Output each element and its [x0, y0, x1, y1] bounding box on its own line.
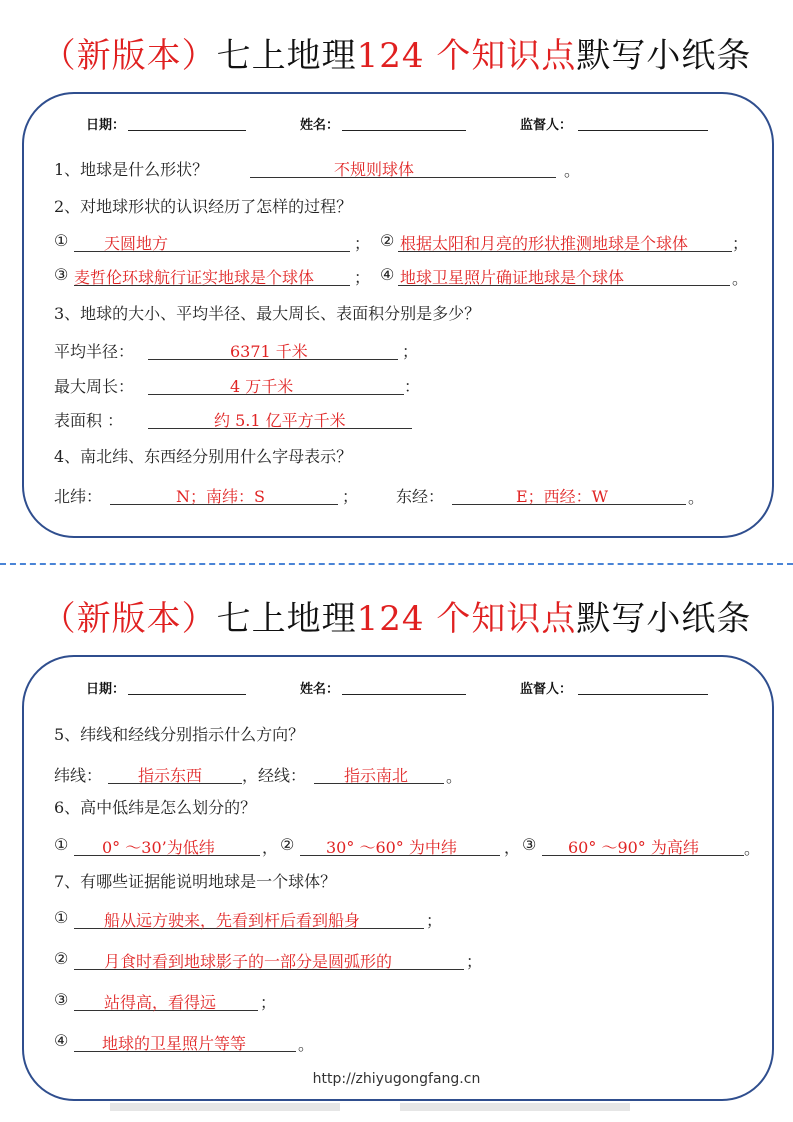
- title-kind-2: 默写小纸条: [576, 599, 752, 639]
- question-5: 5、纬线和经线分别指示什么方向？: [54, 725, 305, 744]
- q1-answer: 不规则球体: [334, 160, 415, 179]
- worksheet-card-2: [22, 655, 774, 1101]
- cut-line: [0, 563, 793, 565]
- q5-answer-2: 指示南北: [344, 766, 409, 785]
- q5-label-2: ，经线：: [242, 766, 307, 785]
- question-7: 7、有哪些证据能说明地球是一个球体？: [54, 872, 337, 891]
- q5-end: 。: [446, 767, 463, 786]
- q6-sep-3: 。: [744, 839, 761, 858]
- date-label-2: 日期：: [86, 682, 126, 697]
- q3-answer-3: 约 5.1 亿平方千米: [214, 411, 346, 430]
- name-label-2: 姓名：: [300, 682, 340, 697]
- worksheet-title: [0, 34, 793, 78]
- q2-sep-1: ；: [354, 234, 371, 253]
- title-edition: （新版本）: [41, 36, 217, 76]
- supervisor-label-2: 监督人：: [520, 682, 573, 697]
- date-field-2[interactable]: [128, 676, 246, 695]
- q2-answer-2: 根据太阳和月亮的形状推测地球是个球体: [400, 234, 689, 253]
- title-subject-2: 七上地理: [216, 599, 357, 639]
- q2-answer-4: 地球卫星照片确证地球是个球体: [400, 268, 625, 287]
- q7-sep-3: ；: [260, 993, 277, 1012]
- faint-line-left: [110, 1103, 340, 1111]
- q4-answer-1: N；南纬：S: [176, 487, 265, 506]
- q3-sep-1: ；: [402, 342, 419, 361]
- q6-marker-3: ③: [522, 835, 537, 854]
- q1-end: 。: [564, 161, 581, 180]
- supervisor-field[interactable]: [578, 112, 708, 131]
- name-label: 姓名：: [300, 118, 340, 133]
- q3-label-2: 最大周长：: [54, 377, 135, 396]
- q3-answer-1: 6371 千米: [230, 342, 308, 361]
- footer-url[interactable]: http://zhiyugongfang.cn: [312, 1071, 481, 1087]
- q6-answer-3: 60° ～90° 为高纬: [568, 838, 699, 857]
- question-6: 6、高中低纬是怎么划分的？: [54, 798, 257, 817]
- q7-sep-4: 。: [298, 1035, 315, 1054]
- q7-marker-4: ④: [54, 1031, 69, 1050]
- q2-sep-2: ；: [732, 234, 749, 253]
- q7-sep-2: ；: [466, 952, 483, 971]
- question-1: 1、地球是什么形状？: [54, 160, 209, 179]
- q6-sep-1: ，: [262, 838, 279, 857]
- q3-sep-2: ：: [404, 377, 421, 396]
- title-subject: 七上地理: [216, 36, 357, 76]
- q2-sep-4: 。: [732, 269, 749, 288]
- q2-answer-1: 天圆地方: [104, 234, 169, 253]
- question-4: 4、南北纬、东西经分别用什么字母表示？: [54, 447, 353, 466]
- date-field[interactable]: [128, 112, 246, 131]
- q7-answer-1: 船从远方驶来，先看到杆后看到船身: [104, 911, 361, 930]
- title-edition-2: （新版本）: [41, 599, 217, 639]
- q4-answer-2: E；西经：W: [516, 487, 609, 506]
- q7-answer-2: 月食时看到地球影子的一部分是圆弧形的: [104, 952, 393, 971]
- q2-marker-3: ③: [54, 265, 69, 284]
- q4-label-1: 北纬：: [54, 487, 103, 506]
- q3-label-3: 表面积 ：: [54, 411, 124, 430]
- q5-label-1: 纬线：: [54, 766, 103, 785]
- q6-marker-2: ②: [280, 835, 295, 854]
- q7-answer-4: 地球的卫星照片等等: [102, 1034, 247, 1053]
- q2-answer-3: 麦哲伦环球航行证实地球是个球体: [74, 268, 315, 287]
- q7-sep-1: ；: [426, 911, 443, 930]
- worksheet-card-1: [22, 92, 774, 538]
- q7-marker-3: ③: [54, 990, 69, 1009]
- q7-marker-1: ①: [54, 908, 69, 927]
- q3-label-1: 平均半径：: [54, 342, 135, 361]
- faint-line-right: [400, 1103, 630, 1111]
- q2-marker-4: ④: [380, 265, 395, 284]
- q6-marker-1: ①: [54, 835, 69, 854]
- name-field-2[interactable]: [342, 676, 466, 695]
- supervisor-label: 监督人：: [520, 118, 573, 133]
- worksheet-title-2: [0, 597, 793, 641]
- q4-sep-1: ；: [342, 487, 359, 506]
- q7-marker-2: ②: [54, 949, 69, 968]
- q6-answer-2: 30° ～60° 为中纬: [326, 838, 457, 857]
- title-count: 124 个知识点: [356, 36, 577, 76]
- q2-marker-2: ②: [380, 231, 395, 250]
- q5-answer-1: 指示东西: [138, 766, 203, 785]
- title-kind: 默写小纸条: [576, 36, 752, 76]
- question-2: 2、对地球形状的认识经历了怎样的过程？: [54, 197, 353, 216]
- q6-sep-2: ，: [504, 838, 521, 857]
- title-count-2: 124 个知识点: [356, 599, 577, 639]
- q7-answer-3: 站得高，看得远: [104, 993, 217, 1012]
- supervisor-field-2[interactable]: [578, 676, 708, 695]
- q3-answer-2: 4 万千米: [230, 377, 294, 396]
- q2-marker-1: ①: [54, 231, 69, 250]
- q4-label-2: 东经：: [396, 487, 445, 506]
- name-field[interactable]: [342, 112, 466, 131]
- q2-sep-3: ；: [354, 268, 371, 287]
- question-3: 3、地球的大小、平均半径、最大周长、表面积分别是多少？: [54, 304, 481, 323]
- q4-sep-2: 。: [688, 488, 705, 507]
- q6-answer-1: 0° ～30’为低纬: [102, 838, 215, 857]
- date-label: 日期：: [86, 118, 126, 133]
